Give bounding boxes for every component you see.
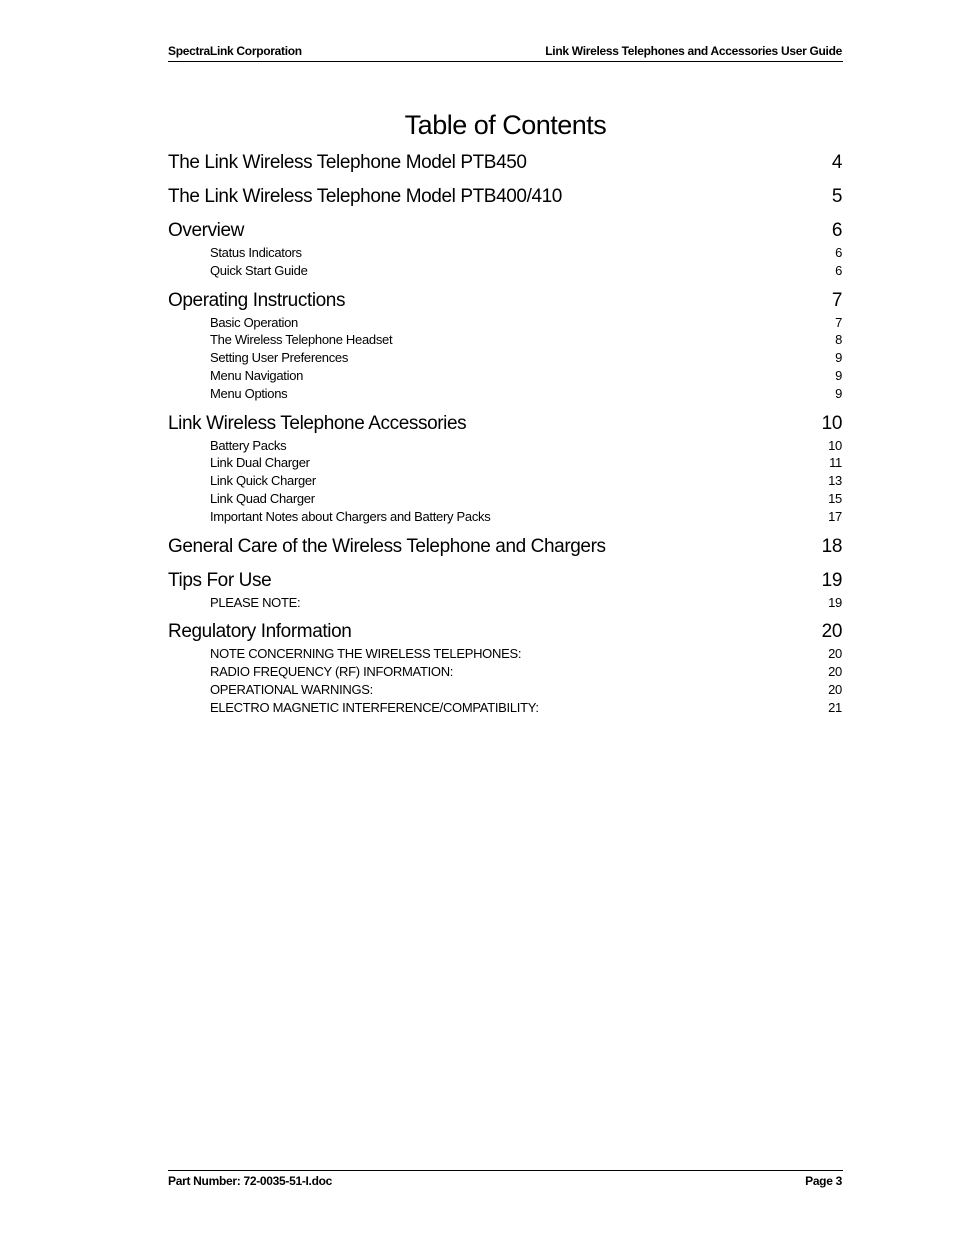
toc-entry-page: 20 [821,621,842,643]
toc-entry-label: General Care of the Wireless Telephone and Chargers [168,535,606,557]
toc-subentry-label: Menu Options [210,385,288,401]
toc-entry[interactable] [168,411,842,437]
toc-subentry-page: 11 [829,455,842,471]
footer-part-number: Part Number: 72-0035-51-I.doc [168,1174,333,1188]
toc-subentry-label: Status Indicators [210,245,302,260]
toc-entry-page: 4 [831,152,842,173]
toc-subentry[interactable] [168,367,842,385]
toc-subentry[interactable] [168,681,842,699]
toc-entry-label: Tips For Use [168,569,272,591]
toc-subentry-label: ELECTRO MAGNETIC INTERFERENCE/COMPATIBILITY: [210,699,539,715]
toc-entry-page: 5 [831,186,842,207]
toc-subentry-page: 6 [835,245,842,260]
toc-subentry[interactable] [168,699,842,717]
toc-subentry[interactable] [168,490,842,508]
toc-subentry-label: Link Quick Charger [210,473,316,489]
toc-entry-label: The Link Wireless Telephone Model PTB450 [168,152,527,173]
toc-subentry-label: Quick Start Guide [210,262,308,278]
toc-subentry-page: 8 [835,332,842,348]
toc-subentry[interactable] [168,385,842,403]
toc-subentry[interactable] [168,314,842,332]
toc-entry[interactable] [168,568,842,594]
toc-subentry-label: Menu Navigation [210,367,304,383]
toc-entry[interactable] [168,534,842,560]
toc-subentry-page: 13 [828,473,842,489]
toc-subentry-page: 20 [828,646,842,662]
toc-subentry-page: 17 [828,508,842,524]
toc-subentry-page: 19 [828,594,842,610]
toc-entry-label: The Link Wireless Telephone Model PTB400/410 [168,186,562,207]
toc-subentry[interactable] [168,645,842,663]
toc-subentry-page: 9 [835,367,842,383]
toc-subentry-label: The Wireless Telephone Headset [210,332,393,348]
toc-subentry-label: NOTE CONCERNING THE WIRELESS TELEPHONES: [210,646,522,662]
toc-subentry-page: 20 [828,664,842,680]
toc-entry-page: 7 [831,289,842,311]
toc-subentry-page: 6 [835,262,842,278]
toc-subentry-page: 7 [835,314,842,330]
toc-subentry[interactable] [168,331,842,349]
header-company: SpectraLink Corporation [168,44,302,58]
toc-subentry-page: 9 [835,385,842,401]
toc-subentry[interactable] [168,508,842,526]
toc-subentry-label: Battery Packs [210,437,287,453]
toc-entry-page: 18 [821,535,842,557]
footer-page-number: Page 3 [805,1174,842,1188]
toc-subentry-label: Setting User Preferences [210,350,349,366]
toc-entry-label: Link Wireless Telephone Accessories [168,412,467,434]
toc-subentry-label: Basic Operation [210,314,298,330]
toc-entry-label: Overview [168,220,244,241]
toc-subentry[interactable] [168,663,842,681]
table-of-contents [168,150,842,717]
toc-entry-page: 10 [821,412,842,434]
toc-subentry-page: 15 [828,490,842,506]
toc-subentry-label: RADIO FREQUENCY (RF) INFORMATION: [210,664,454,680]
toc-entry-page: 19 [821,569,842,591]
header-rule [168,61,843,62]
toc-entry[interactable] [168,619,842,645]
footer-rule [168,1170,843,1171]
toc-subentry-page: 20 [828,681,842,697]
toc-subentry-label: OPERATIONAL WARNINGS: [210,681,373,697]
page-title: Table of Contents [404,110,607,140]
toc-subentry-label: Important Notes about Chargers and Battery Packs [210,508,491,524]
toc-entry[interactable] [168,184,842,210]
toc-subentry-label: Link Dual Charger [210,455,310,471]
toc-entry[interactable] [168,218,842,244]
toc-subentry[interactable] [168,262,842,280]
toc-subentry[interactable] [168,244,842,262]
toc-entry-label: Operating Instructions [168,289,346,311]
toc-subentry[interactable] [168,472,842,490]
toc-subentry-page: 9 [835,350,842,366]
toc-subentry-label: Link Quad Charger [210,490,315,506]
toc-entry-label: Regulatory Information [168,621,352,643]
toc-subentry-page: 10 [828,437,842,453]
toc-subentry[interactable] [168,437,842,455]
toc-subentry-label: PLEASE NOTE: [210,594,301,610]
toc-entry[interactable] [168,150,842,176]
toc-entry-page: 6 [831,220,842,241]
toc-subentry[interactable] [168,594,842,612]
toc-entry[interactable] [168,288,842,314]
toc-subentry-page: 21 [828,699,842,715]
header-document-title: Link Wireless Telephones and Accessories User Guide [545,44,842,58]
toc-subentry[interactable] [168,454,842,472]
toc-subentry[interactable] [168,349,842,367]
